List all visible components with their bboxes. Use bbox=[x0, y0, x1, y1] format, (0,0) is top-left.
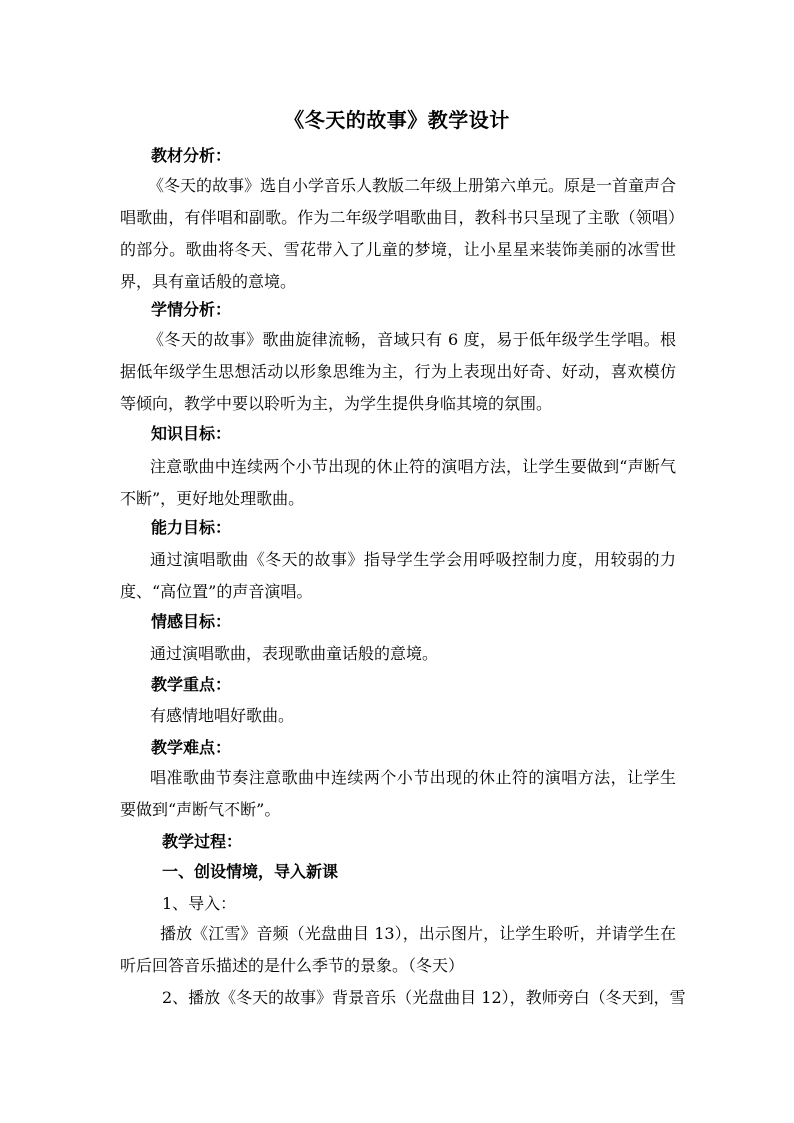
learner-analysis-text: 《冬天的故事》歌曲旋律流畅，音域只有 6 度，易于低年级学生学唱。根据低年级学生思想活动以形象思维为主，行为上表现出好奇、好动，喜欢模仿等倾向，教学中要以聆听为主，为学生提供身临其境的氛围。 bbox=[120, 330, 676, 413]
textbook-analysis-text: 《冬天的故事》选自小学音乐人教版二年级上册第六单元。原是一首童声合唱歌曲，有伴唱和副歌。作为二年级学唱歌曲目，教科书只呈现了主歌（领唱）的部分。歌曲将冬天、雪花带入了儿童的梦境，让小星星来装饰美丽的冰雪世界，具有童话般的意境。 bbox=[120, 176, 677, 291]
ability-goal-heading: 能力目标： bbox=[151, 518, 232, 537]
difficulty-text: 唱准歌曲节奏注意歌曲中连续两个小节出现的休止符的演唱方法，让学生要做到“声断气不断”。 bbox=[120, 768, 676, 819]
process-heading: 教学过程： bbox=[162, 832, 243, 851]
difficulty-heading: 教学难点： bbox=[151, 738, 232, 757]
ability-goal-text: 通过演唱歌曲《冬天的故事》指导学生学会用呼吸控制力度，用较弱的力度、“高位置”的声音演唱。 bbox=[120, 550, 676, 601]
learner-analysis-heading: 学情分析： bbox=[151, 300, 232, 319]
step1-heading: 一、创设情境，导入新课 bbox=[162, 862, 339, 881]
key-point-heading: 教学重点： bbox=[151, 675, 232, 694]
emotion-goal-text: 通过演唱歌曲，表现歌曲童话般的意境。 bbox=[150, 644, 439, 663]
step1-subheading: 1、导入： bbox=[162, 894, 237, 913]
knowledge-goal-text: 注意歌曲中连续两个小节出现的休止符的演唱方法，让学生要做到“声断气不断”，更好地处理歌曲。 bbox=[120, 457, 676, 508]
document-title: 《冬天的故事》教学设计 bbox=[284, 108, 510, 132]
key-point-text: 有感情地唱好歌曲。 bbox=[150, 706, 295, 725]
step2-text: 2、播放《冬天的故事》背景音乐（光盘曲目 12），教师旁白（冬天到，雪 bbox=[162, 988, 686, 1007]
step1-text: 播放《江雪》音频（光盘曲目 13），出示图片，让学生聆听，并请学生在听后回答音乐描述的是什么季节的景象。（冬天） bbox=[120, 924, 676, 975]
emotion-goal-heading: 情感目标： bbox=[151, 612, 232, 631]
textbook-analysis-heading: 教材分析： bbox=[151, 146, 232, 165]
knowledge-goal-heading: 知识目标： bbox=[151, 424, 232, 443]
